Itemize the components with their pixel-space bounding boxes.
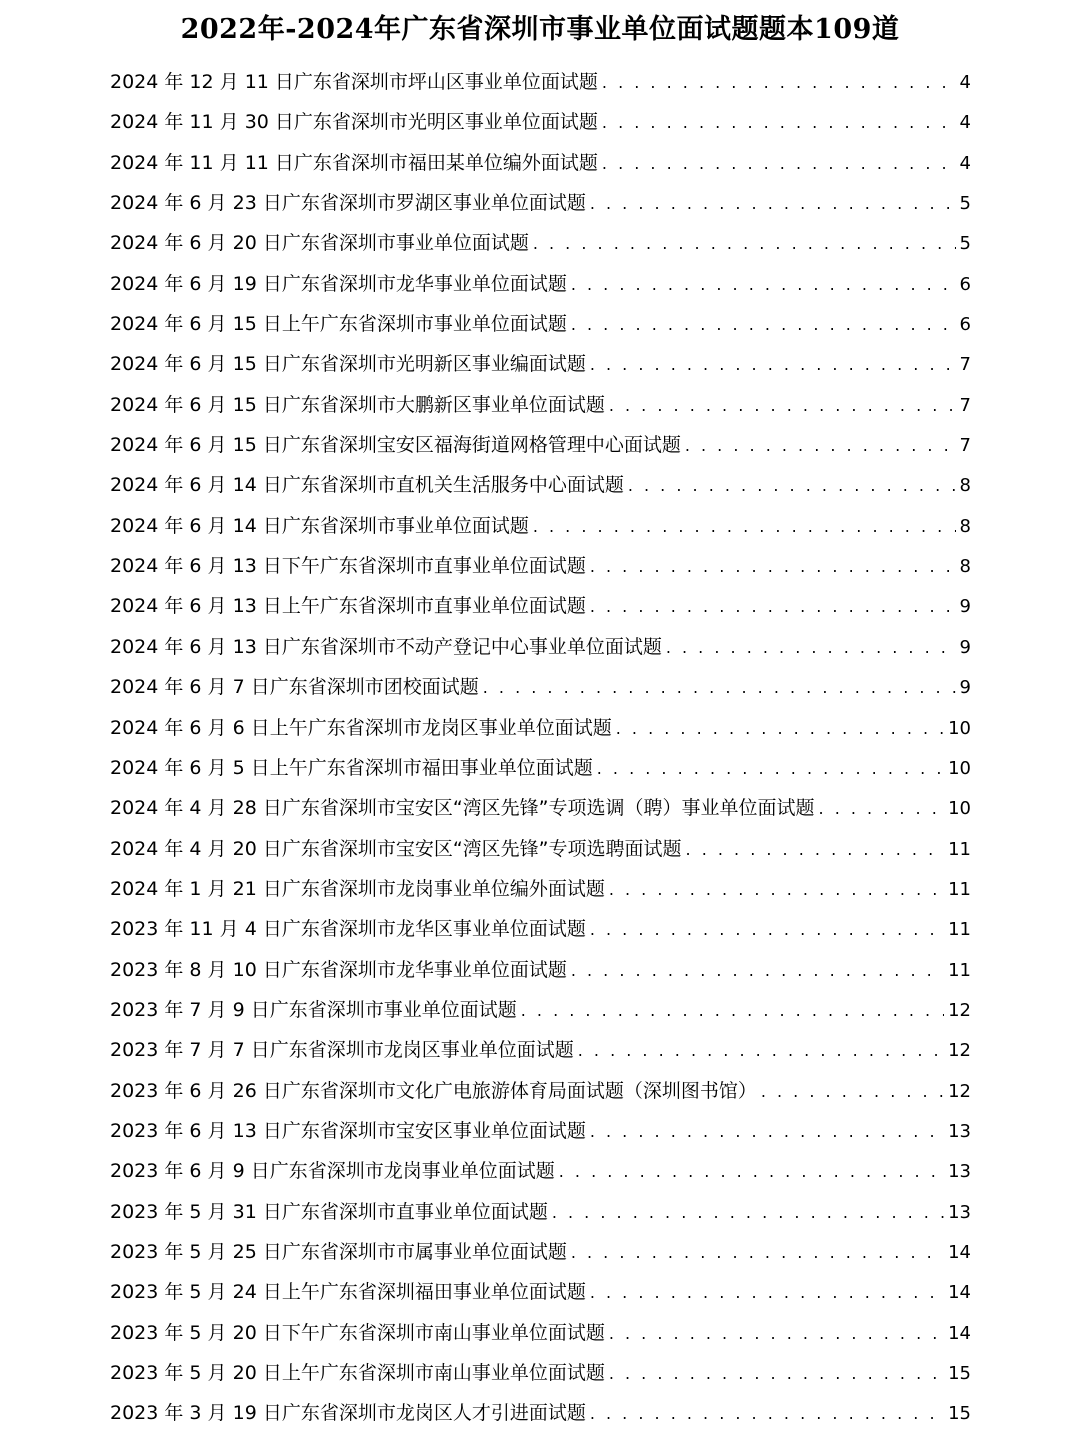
toc-page-number: 6 (959, 314, 971, 336)
toc-entry[interactable] (110, 102, 971, 142)
toc-entry-title: 2024 年 6 月 15 日上午广东省深圳市事业单位面试题 (110, 313, 567, 336)
toc-entry-title: 2024 年 6 月 5 日上午广东省深圳市福田事业单位面试题 (110, 756, 593, 779)
table-of-contents (110, 62, 971, 1434)
toc-entry[interactable] (110, 869, 971, 909)
dot-leader (533, 507, 956, 547)
toc-entry-title: 2023 年 3 月 19 日广东省深圳市龙岗区人才引进面试题 (110, 1402, 586, 1425)
toc-entry[interactable] (110, 506, 971, 546)
toc-entry[interactable] (110, 344, 971, 384)
toc-page-number: 14 (948, 1322, 971, 1344)
dot-leader (590, 1273, 944, 1313)
dot-leader (686, 830, 945, 870)
toc-entry-title: 2024 年 6 月 15 日广东省深圳宝安区福海街道网格管理中心面试题 (110, 434, 681, 457)
toc-entry[interactable] (110, 748, 971, 788)
dot-leader (666, 628, 956, 668)
toc-page-number: 9 (959, 677, 971, 699)
toc-entry[interactable] (110, 546, 971, 586)
toc-entry-title: 2023 年 5 月 20 日上午广东省深圳市南山事业单位面试题 (110, 1362, 605, 1384)
toc-entry[interactable] (110, 1030, 971, 1070)
toc-page-number: 11 (948, 919, 971, 941)
dot-leader (533, 224, 956, 264)
toc-entry[interactable] (110, 788, 971, 828)
toc-entry-title: 2023 年 5 月 25 日广东省深圳市市属事业单位面试题 (110, 1240, 567, 1263)
toc-entry[interactable] (110, 385, 971, 425)
toc-entry-title: 2024 年 6 月 15 日广东省深圳市大鹏新区事业单位面试题 (110, 393, 605, 416)
toc-entry-title: 2024 年 6 月 13 日下午广东省深圳市直事业单位面试题 (110, 555, 586, 578)
toc-page-number: 4 (959, 152, 971, 174)
toc-entry-title: 2024 年 6 月 7 日广东省深圳市团校面试题 (110, 676, 479, 699)
dot-leader (597, 749, 944, 789)
document-title: 2022年-2024年广东省深圳市事业单位面试题题本109道 (180, 14, 900, 45)
toc-entry[interactable] (110, 990, 971, 1030)
toc-page-number: 13 (948, 1120, 971, 1142)
dot-leader (602, 103, 956, 143)
toc-page-number: 8 (959, 475, 971, 497)
toc-entry[interactable] (110, 1111, 971, 1151)
dot-leader (609, 1314, 944, 1354)
toc-entry[interactable] (110, 1192, 971, 1232)
dot-leader (571, 1233, 944, 1273)
toc-entry-title: 2023 年 6 月 9 日广东省深圳市龙岗事业单位面试题 (110, 1160, 555, 1183)
toc-page-number: 10 (948, 798, 971, 820)
toc-page-number: 7 (959, 354, 971, 376)
dot-leader (559, 1152, 944, 1192)
toc-entry-title: 2023 年 5 月 24 日上午广东省深圳福田事业单位面试题 (110, 1281, 586, 1304)
toc-entry[interactable] (110, 909, 971, 949)
toc-entry-title: 2024 年 6 月 13 日广东省深圳市不动产登记中心事业单位面试题 (110, 635, 662, 658)
toc-entry[interactable] (110, 62, 971, 102)
toc-entry[interactable] (110, 708, 971, 748)
toc-page-number: 4 (959, 112, 971, 134)
toc-entry-title: 2023 年 11 月 4 日广东省深圳市龙华区事业单位面试题 (110, 918, 586, 941)
toc-entry[interactable] (110, 1393, 971, 1433)
dot-leader (685, 426, 956, 466)
dot-leader (571, 265, 956, 305)
toc-entry-title: 2023 年 5 月 31 日广东省深圳市直事业单位面试题 (110, 1200, 548, 1223)
toc-entry-title: 2024 年 4 月 20 日广东省深圳市宝安区“湾区先锋”专项选聘面试题 (110, 837, 682, 860)
dot-leader (483, 668, 956, 708)
toc-entry-title: 2024 年 6 月 6 日上午广东省深圳市龙岗区事业单位面试题 (110, 716, 612, 739)
toc-page-number: 4 (959, 72, 971, 93)
toc-page-number: 15 (948, 1403, 971, 1425)
dot-leader (590, 1394, 944, 1434)
dot-leader (602, 144, 956, 184)
toc-entry-title: 2024 年 11 月 11 日广东省深圳市福田某单位编外面试题 (110, 151, 598, 174)
dot-leader (578, 1031, 944, 1071)
dot-leader (602, 63, 956, 103)
toc-page-number: 8 (959, 515, 971, 537)
toc-page-number: 12 (948, 1040, 971, 1062)
dot-leader (590, 184, 956, 224)
toc-entry[interactable] (110, 465, 971, 505)
toc-entry[interactable] (110, 1071, 971, 1111)
toc-entry[interactable] (110, 1232, 971, 1272)
toc-entry-title: 2024 年 6 月 13 日上午广东省深圳市直事业单位面试题 (110, 595, 586, 618)
toc-page-number: 7 (959, 394, 971, 416)
toc-page-number: 15 (948, 1363, 971, 1384)
dot-leader (590, 345, 956, 385)
toc-entry[interactable] (110, 304, 971, 344)
toc-page-number: 11 (948, 878, 971, 900)
dot-leader (609, 386, 956, 426)
dot-leader (616, 709, 944, 749)
toc-page-number: 8 (959, 556, 971, 578)
dot-leader (590, 547, 956, 587)
toc-page-number: 5 (959, 193, 971, 215)
toc-page-number: 5 (959, 233, 971, 255)
toc-page-number: 6 (959, 273, 971, 295)
toc-entry-title: 2023 年 5 月 20 日下午广东省深圳市南山事业单位面试题 (110, 1321, 605, 1344)
toc-entry[interactable] (110, 586, 971, 626)
toc-entry-title: 2024 年 6 月 15 日广东省深圳市光明新区事业编面试题 (110, 353, 586, 376)
dot-leader (590, 587, 956, 627)
toc-entry[interactable] (110, 1272, 971, 1312)
toc-page-number: 14 (948, 1282, 971, 1304)
toc-entry-title: 2024 年 12 月 11 日广东省深圳市坪山区事业单位面试题 (110, 71, 598, 93)
toc-entry[interactable] (110, 950, 971, 990)
toc-entry[interactable] (110, 829, 971, 869)
toc-page-number: 14 (948, 1241, 971, 1263)
toc-page-number: 9 (959, 596, 971, 618)
toc-page-number: 11 (948, 838, 971, 860)
dot-leader (590, 910, 944, 950)
toc-entry-title: 2023 年 6 月 26 日广东省深圳市文化广电旅游体育局面试题（深圳图书馆） (110, 1079, 757, 1102)
dot-leader (590, 1112, 944, 1152)
toc-entry-title: 2024 年 1 月 21 日广东省深圳市龙岗事业单位编外面试题 (110, 877, 605, 900)
toc-entry[interactable] (110, 1353, 971, 1393)
dot-leader (609, 870, 944, 910)
toc-page-number: 12 (948, 999, 971, 1021)
toc-entry-title: 2024 年 4 月 28 日广东省深圳市宝安区“湾区先锋”专项选调（聘）事业单位面试题 (110, 797, 815, 820)
toc-page-number: 12 (948, 1080, 971, 1102)
toc-entry[interactable] (110, 627, 971, 667)
toc-entry-title: 2023 年 6 月 13 日广东省深圳市宝安区事业单位面试题 (110, 1119, 586, 1142)
dot-leader (571, 951, 944, 991)
toc-entry[interactable] (110, 223, 971, 263)
dot-leader (552, 1193, 944, 1233)
toc-entry-title: 2023 年 8 月 10 日广东省深圳市龙华事业单位面试题 (110, 958, 567, 981)
toc-page-number: 10 (948, 757, 971, 779)
toc-entry-title: 2024 年 6 月 19 日广东省深圳市龙华事业单位面试题 (110, 272, 567, 295)
toc-page-number: 7 (959, 435, 971, 457)
toc-entry[interactable] (110, 425, 971, 465)
toc-entry[interactable] (110, 143, 971, 183)
toc-entry-title: 2024 年 6 月 14 日广东省深圳市直机关生活服务中心面试题 (110, 474, 624, 497)
dot-leader (628, 466, 956, 506)
toc-entry-title: 2024 年 6 月 23 日广东省深圳市罗湖区事业单位面试题 (110, 192, 586, 215)
toc-entry-title: 2023 年 7 月 7 日广东省深圳市龙岗区事业单位面试题 (110, 1039, 574, 1062)
dot-leader (609, 1354, 944, 1394)
toc-entry-title: 2024 年 6 月 14 日广东省深圳市事业单位面试题 (110, 514, 529, 537)
toc-entry[interactable] (110, 264, 971, 304)
toc-page-number: 9 (959, 636, 971, 658)
toc-entry[interactable] (110, 1151, 971, 1191)
toc-entry[interactable] (110, 1313, 971, 1353)
toc-page-number: 13 (948, 1161, 971, 1183)
toc-entry-title: 2024 年 11 月 30 日广东省深圳市光明区事业单位面试题 (110, 111, 598, 134)
dot-leader (761, 1072, 944, 1112)
dot-leader (571, 305, 956, 345)
toc-page-number: 11 (948, 959, 971, 981)
toc-page-number: 10 (948, 717, 971, 739)
dot-leader (521, 991, 944, 1031)
toc-entry[interactable] (110, 667, 971, 707)
dot-leader (819, 789, 945, 829)
toc-entry-title: 2023 年 7 月 9 日广东省深圳市事业单位面试题 (110, 998, 517, 1021)
toc-entry[interactable] (110, 183, 971, 223)
toc-entry-title: 2024 年 6 月 20 日广东省深圳市事业单位面试题 (110, 232, 529, 255)
toc-page-number: 13 (948, 1201, 971, 1223)
